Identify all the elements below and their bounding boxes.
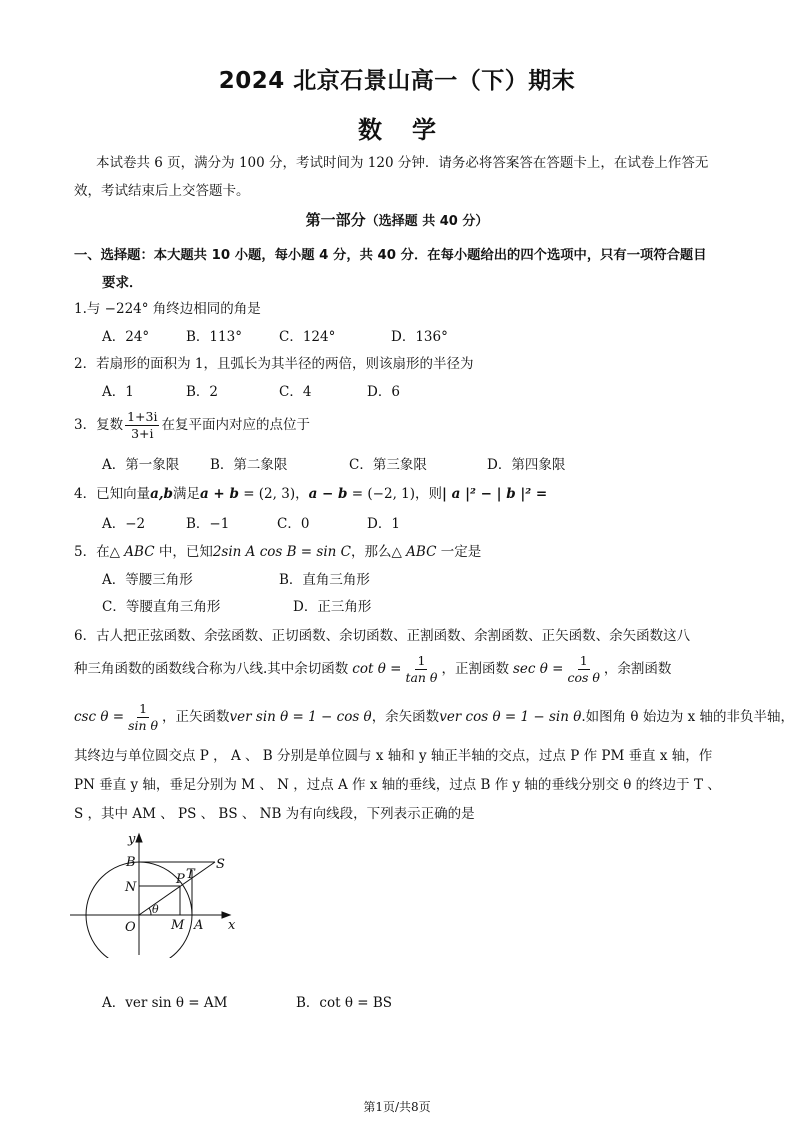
- label-y: y: [128, 832, 136, 847]
- section-instruction-2: 要求．: [102, 275, 143, 291]
- q5-tail: 一定是: [440, 544, 482, 560]
- q5-option-c: C．等腰直角三角形: [102, 599, 221, 615]
- page-footer: 第1页/共8页: [363, 1100, 431, 1114]
- q4-cond-pre: 满足: [172, 486, 200, 502]
- q6-versin-intro: ，正矢函数: [162, 708, 230, 725]
- q1-stem: 1.与 −224° 角终边相同的角是: [74, 301, 261, 317]
- q6-line-2: [74, 654, 671, 685]
- q5-stem: [74, 546, 481, 560]
- q6-vercos-intro: ，余矢函数: [371, 708, 440, 725]
- q6-cot-intro: 种三角函数的函数线合称为八线.其中余切函数: [74, 660, 349, 677]
- label-o: O: [125, 920, 136, 935]
- intro-line-1: 本试卷共 6 页，满分为 100 分，考试时间为 120 分钟．请务必将答案答在答题卡上，在试卷上作答无: [96, 155, 709, 171]
- q6-sec-num: 1: [579, 653, 588, 668]
- label-t: T: [186, 867, 195, 882]
- q5-triangle-2: ABC: [406, 544, 437, 560]
- q1-option-b: B．113°: [186, 329, 242, 345]
- part-title: 第一部分: [305, 211, 366, 229]
- label-a: A: [194, 918, 204, 933]
- q6-line-3: [74, 702, 794, 733]
- label-m: M: [171, 918, 185, 933]
- q5-triangle-1: ABC: [124, 544, 155, 560]
- angle-arc: [149, 908, 151, 915]
- part-heading: [0, 209, 794, 230]
- q4-then: ，则: [415, 486, 443, 502]
- intro-line-2: 效，考试结束后上交答题卡。: [74, 183, 250, 199]
- q4-vectors: a,b: [150, 486, 173, 502]
- section-instruction-1: 一、选择题：本大题共 10 小题，每小题 4 分，共 40 分．在每小题给出的四个选项中，只有一项符合题目: [74, 248, 707, 263]
- part-note: （选择题 共 40 分）: [365, 214, 489, 229]
- q1-option-c: C．124°: [279, 329, 336, 345]
- q4-diff: a − b: [308, 486, 348, 502]
- q5-mid: 中，已知: [158, 544, 213, 560]
- q2-option-c: C．4: [279, 384, 312, 400]
- q5-prefix: 5．在△: [74, 544, 120, 560]
- q6-cot-num: 1: [417, 653, 426, 668]
- q3-denominator: 3+i: [131, 425, 154, 441]
- q6-line-6: S ，其中 AM 、 PS 、 BS 、 NB 为有向线段，下列表示正确的是: [74, 806, 475, 822]
- q3-numerator: 1+3i: [127, 409, 158, 424]
- q6-versin: ver sin θ = 1 − cos θ: [229, 708, 372, 725]
- q4-separator: ，: [295, 486, 309, 502]
- q2-option-a: A．1: [102, 384, 134, 400]
- q6-cot-den: tan θ: [405, 669, 438, 685]
- label-b: B: [126, 855, 136, 870]
- q3-option-d: D．第四象限: [487, 457, 566, 473]
- q3-option-a: A．第一象限: [102, 457, 180, 473]
- q3-option-c: C．第三象限: [349, 457, 427, 473]
- q6-csc-lhs: csc θ =: [74, 708, 125, 725]
- q6-csc-fraction: [126, 702, 160, 733]
- q4-option-a: A．−2: [102, 516, 146, 532]
- unit-circle-figure: [70, 828, 240, 958]
- q6-cot-lhs: cot θ =: [352, 660, 402, 677]
- q4-diff-value: = (−2, 1): [351, 486, 416, 502]
- label-theta: θ: [152, 903, 159, 916]
- q1-option-a: A．24°: [102, 329, 150, 345]
- q1-option-d: D．136°: [391, 329, 448, 345]
- q6-line-3-tail: .如图角 θ 始边为 x 轴的非负半轴，: [581, 708, 794, 725]
- subject-title: 数学: [358, 116, 466, 144]
- q3-prefix: 3．复数: [74, 416, 124, 433]
- label-p: P: [176, 872, 185, 887]
- q5-option-d: D．正三角形: [293, 599, 372, 615]
- q2-stem: 2．若扇形的面积为 1，且弧长为其半径的两倍，则该扇形的半径为: [74, 356, 474, 372]
- q6-line-5: PN 垂直 y 轴，垂足分别为 M 、 N ，过点 A 作 x 轴的垂线，过点 B 作 y 轴的垂线分别交 θ 的终边于 T 、: [74, 777, 721, 793]
- q2-option-d: D．6: [367, 384, 400, 400]
- q2-option-b: B．2: [186, 384, 219, 400]
- q6-sec-den: cos θ: [567, 669, 600, 685]
- q4-stem: [74, 488, 547, 502]
- q4-expression: | a |² − | b |² =: [442, 486, 548, 502]
- q6-csc-den: sin θ: [128, 717, 159, 733]
- label-x: x: [228, 918, 236, 933]
- q4-option-d: D．1: [367, 516, 400, 532]
- q6-csc-num: 1: [139, 701, 148, 716]
- q6-sec-lhs: sec θ =: [512, 660, 564, 677]
- terminal-side: [139, 862, 215, 915]
- q5-option-b: B．直角三角形: [279, 572, 370, 588]
- label-n: N: [125, 880, 137, 895]
- q4-option-c: C．0: [277, 516, 310, 532]
- q5-end: ，那么△: [350, 544, 402, 560]
- q6-sec-intro: ，正割函数: [441, 660, 509, 677]
- q6-option-a: A．ver sin θ = AM: [102, 995, 228, 1011]
- label-s: S: [216, 857, 225, 872]
- q6-option-b: B．cot θ = BS: [296, 995, 393, 1011]
- q3-option-b: B．第二象限: [210, 457, 288, 473]
- q4-sum-value: = (2, 3): [243, 486, 296, 502]
- q6-cot-fraction: [403, 654, 439, 685]
- q6-vercos: ver cos θ = 1 − sin θ: [439, 708, 582, 725]
- q6-csc-intro: ，余割函数: [603, 660, 672, 677]
- q6-line-4: 其终边与单位圆交点 P ， A 、 B 分别是单位圆与 x 轴和 y 轴正半轴的交点，过点 P 作 PM 垂直 x 轴，作: [74, 748, 713, 764]
- q6-line-1: 6．古人把正弦函数、余弦函数、正切函数、余切函数、正割函数、余割函数、正矢函数、余矢函数这八: [74, 628, 691, 644]
- q4-prefix: 4．已知向量: [74, 486, 151, 502]
- q5-equation: 2sin A cos B = sin C: [212, 544, 351, 560]
- q5-option-a: A．等腰三角形: [102, 572, 193, 588]
- y-axis-arrow-icon: [136, 834, 142, 842]
- page-title: 2024 北京石景山高一（下）期末: [218, 68, 576, 94]
- q3-suffix: 在复平面内对应的点位于: [161, 416, 310, 433]
- q4-sum: a + b: [199, 486, 239, 502]
- q4-option-b: B．−1: [186, 516, 230, 532]
- q3-stem: [74, 410, 310, 441]
- q3-fraction: [125, 410, 159, 441]
- q6-sec-fraction: [565, 654, 601, 685]
